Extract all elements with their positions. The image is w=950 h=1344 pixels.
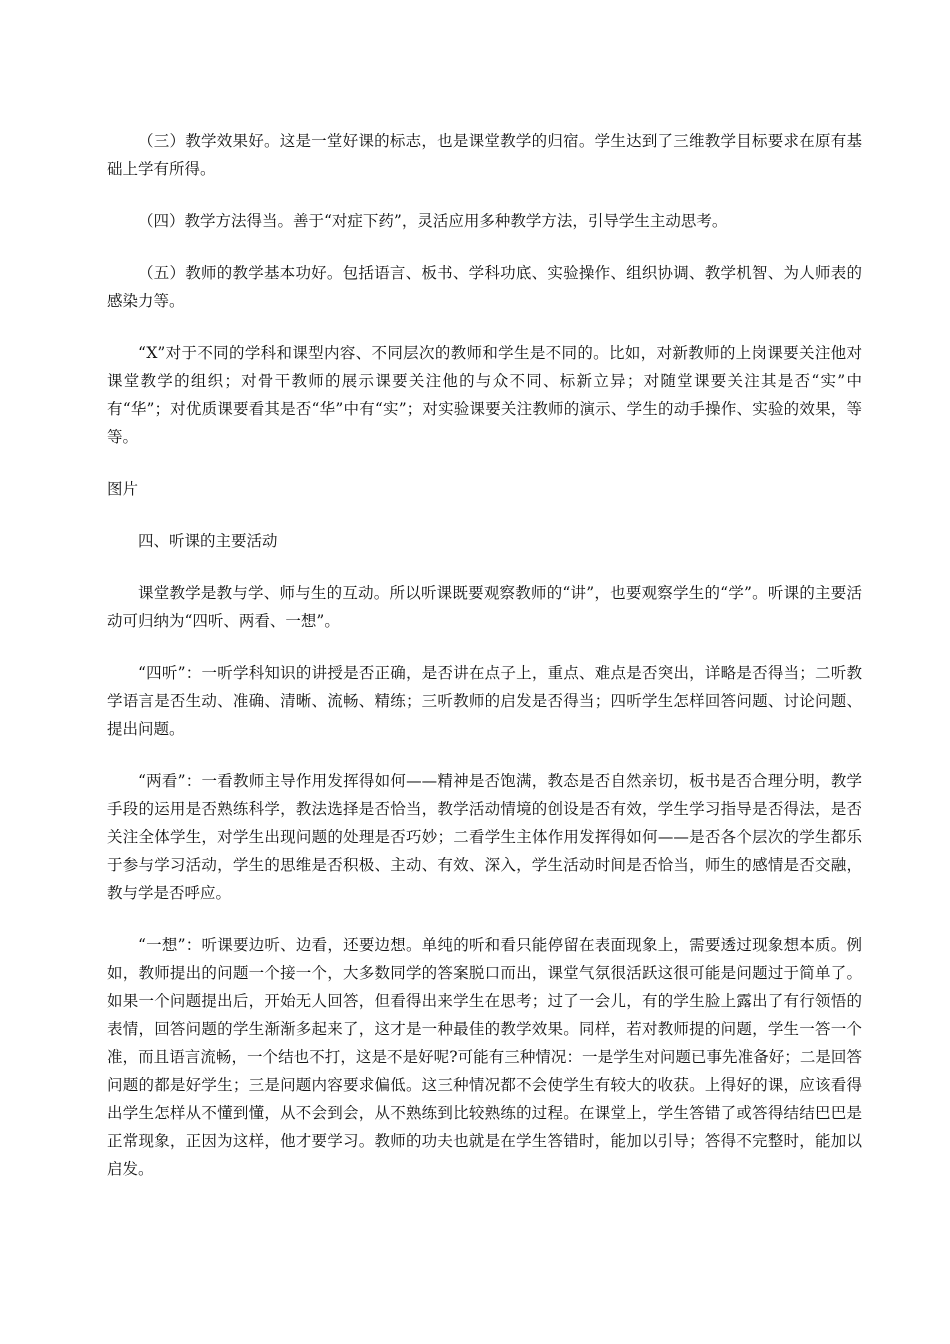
- paragraph-two-looks: “两看”：一看教师主导作用发挥得如何——精神是否饱满，教态是否自然亲切，板书是否合理分明，教学手段的运用是否熟练科学，教法选择是否恰当，教学活动情境的创设是否有效，学生学习指导是否得法，是否关注全体学生，对学生出现问题的处理是否巧妙；二看学生主体作用发挥得如何——是否各个层次的学生都乐于参与学习活动，学生的思维是否积极、主动、有效、深入，学生活动时间是否恰当，师生的感情是否交融，教与学是否呼应。: [107, 772, 862, 902]
- paragraph-four-listens: “四听”：一听学科知识的讲授是否正确，是否讲在点子上，重点、难点是否突出，详略是否得当；二听教学语言是否生动、准确、清晰、流畅、精练；三听教师的启发是否得当；四听学生怎样回答问题、讨论问题、提出问题。: [107, 664, 862, 738]
- paragraph-teaching-method: （四）教学方法得当。善于“对症下药”，灵活应用多种教学方法，引导学生主动思考。: [138, 212, 728, 230]
- paragraph-one-think: “一想”：听课要边听、边看，还要边想。单纯的听和看只能停留在表面现象上，需要透过现象想本质。例如，教师提出的问题一个接一个，大多数同学的答案脱口而出，课堂气氛很活跃这很可能是问题过于简单了。如果一个问题提出后，开始无人回答，但看得出来学生在思考；过了一会儿，有的学生脸上露出了有行领悟的表情，回答问题的学生渐渐多起来了，这才是一种最佳的教学效果。同样，若对教师提的问题，学生一答一个准，而且语言流畅，一个结也不打，这是不是好呢?可能有三种情况：一是学生对问题已事先准备好；二是回答问题的都是好学生；三是问题内容要求偏低。这三种情况都不会使学生有较大的收获。上得好的课，应该看得出学生怎样从不懂到懂，从不会到会，从不熟练到比较熟练的过程。在课堂上，学生答错了或答得结结巴巴是正常现象，正因为这样，他才要学习。教师的功夫也就是在学生答错时，能加以引导；答得不完整时，能加以启发。: [107, 936, 862, 1178]
- paragraph-teacher-skills: （五）教师的教学基本功好。包括语言、板书、学科功底、实验操作、组织协调、教学机智、为人师表的感染力等。: [107, 264, 862, 310]
- document-body: [107, 127, 862, 1207]
- paragraph-teaching-effect: （三）教学效果好。这是一堂好课的标志，也是课堂教学的归宿。学生达到了三维教学目标要求在原有基础上学有所得。: [107, 132, 862, 178]
- section-heading-main-activities: 四、听课的主要活动: [138, 532, 278, 550]
- image-placeholder-label: 图片: [107, 480, 139, 498]
- paragraph-x-varies: “X”对于不同的学科和课型内容、不同层次的教师和学生是不同的。比如，对新教师的上岗课要关注他对课堂教学的组织；对骨干教师的展示课要关注他的与众不同、标新立异；对随堂课要关注其是否“实”中有“华”；对优质课要看其是否“华”中有“实”；对实验课要关注教师的演示、学生的动手操作、实验的效果，等等。: [107, 344, 862, 446]
- paragraph-classroom-interaction: 课堂教学是教与学、师与生的互动。所以听课既要观察教师的“讲”，也要观察学生的“学”。听课的主要活动可归纳为“四听、两看、一想”。: [107, 584, 862, 630]
